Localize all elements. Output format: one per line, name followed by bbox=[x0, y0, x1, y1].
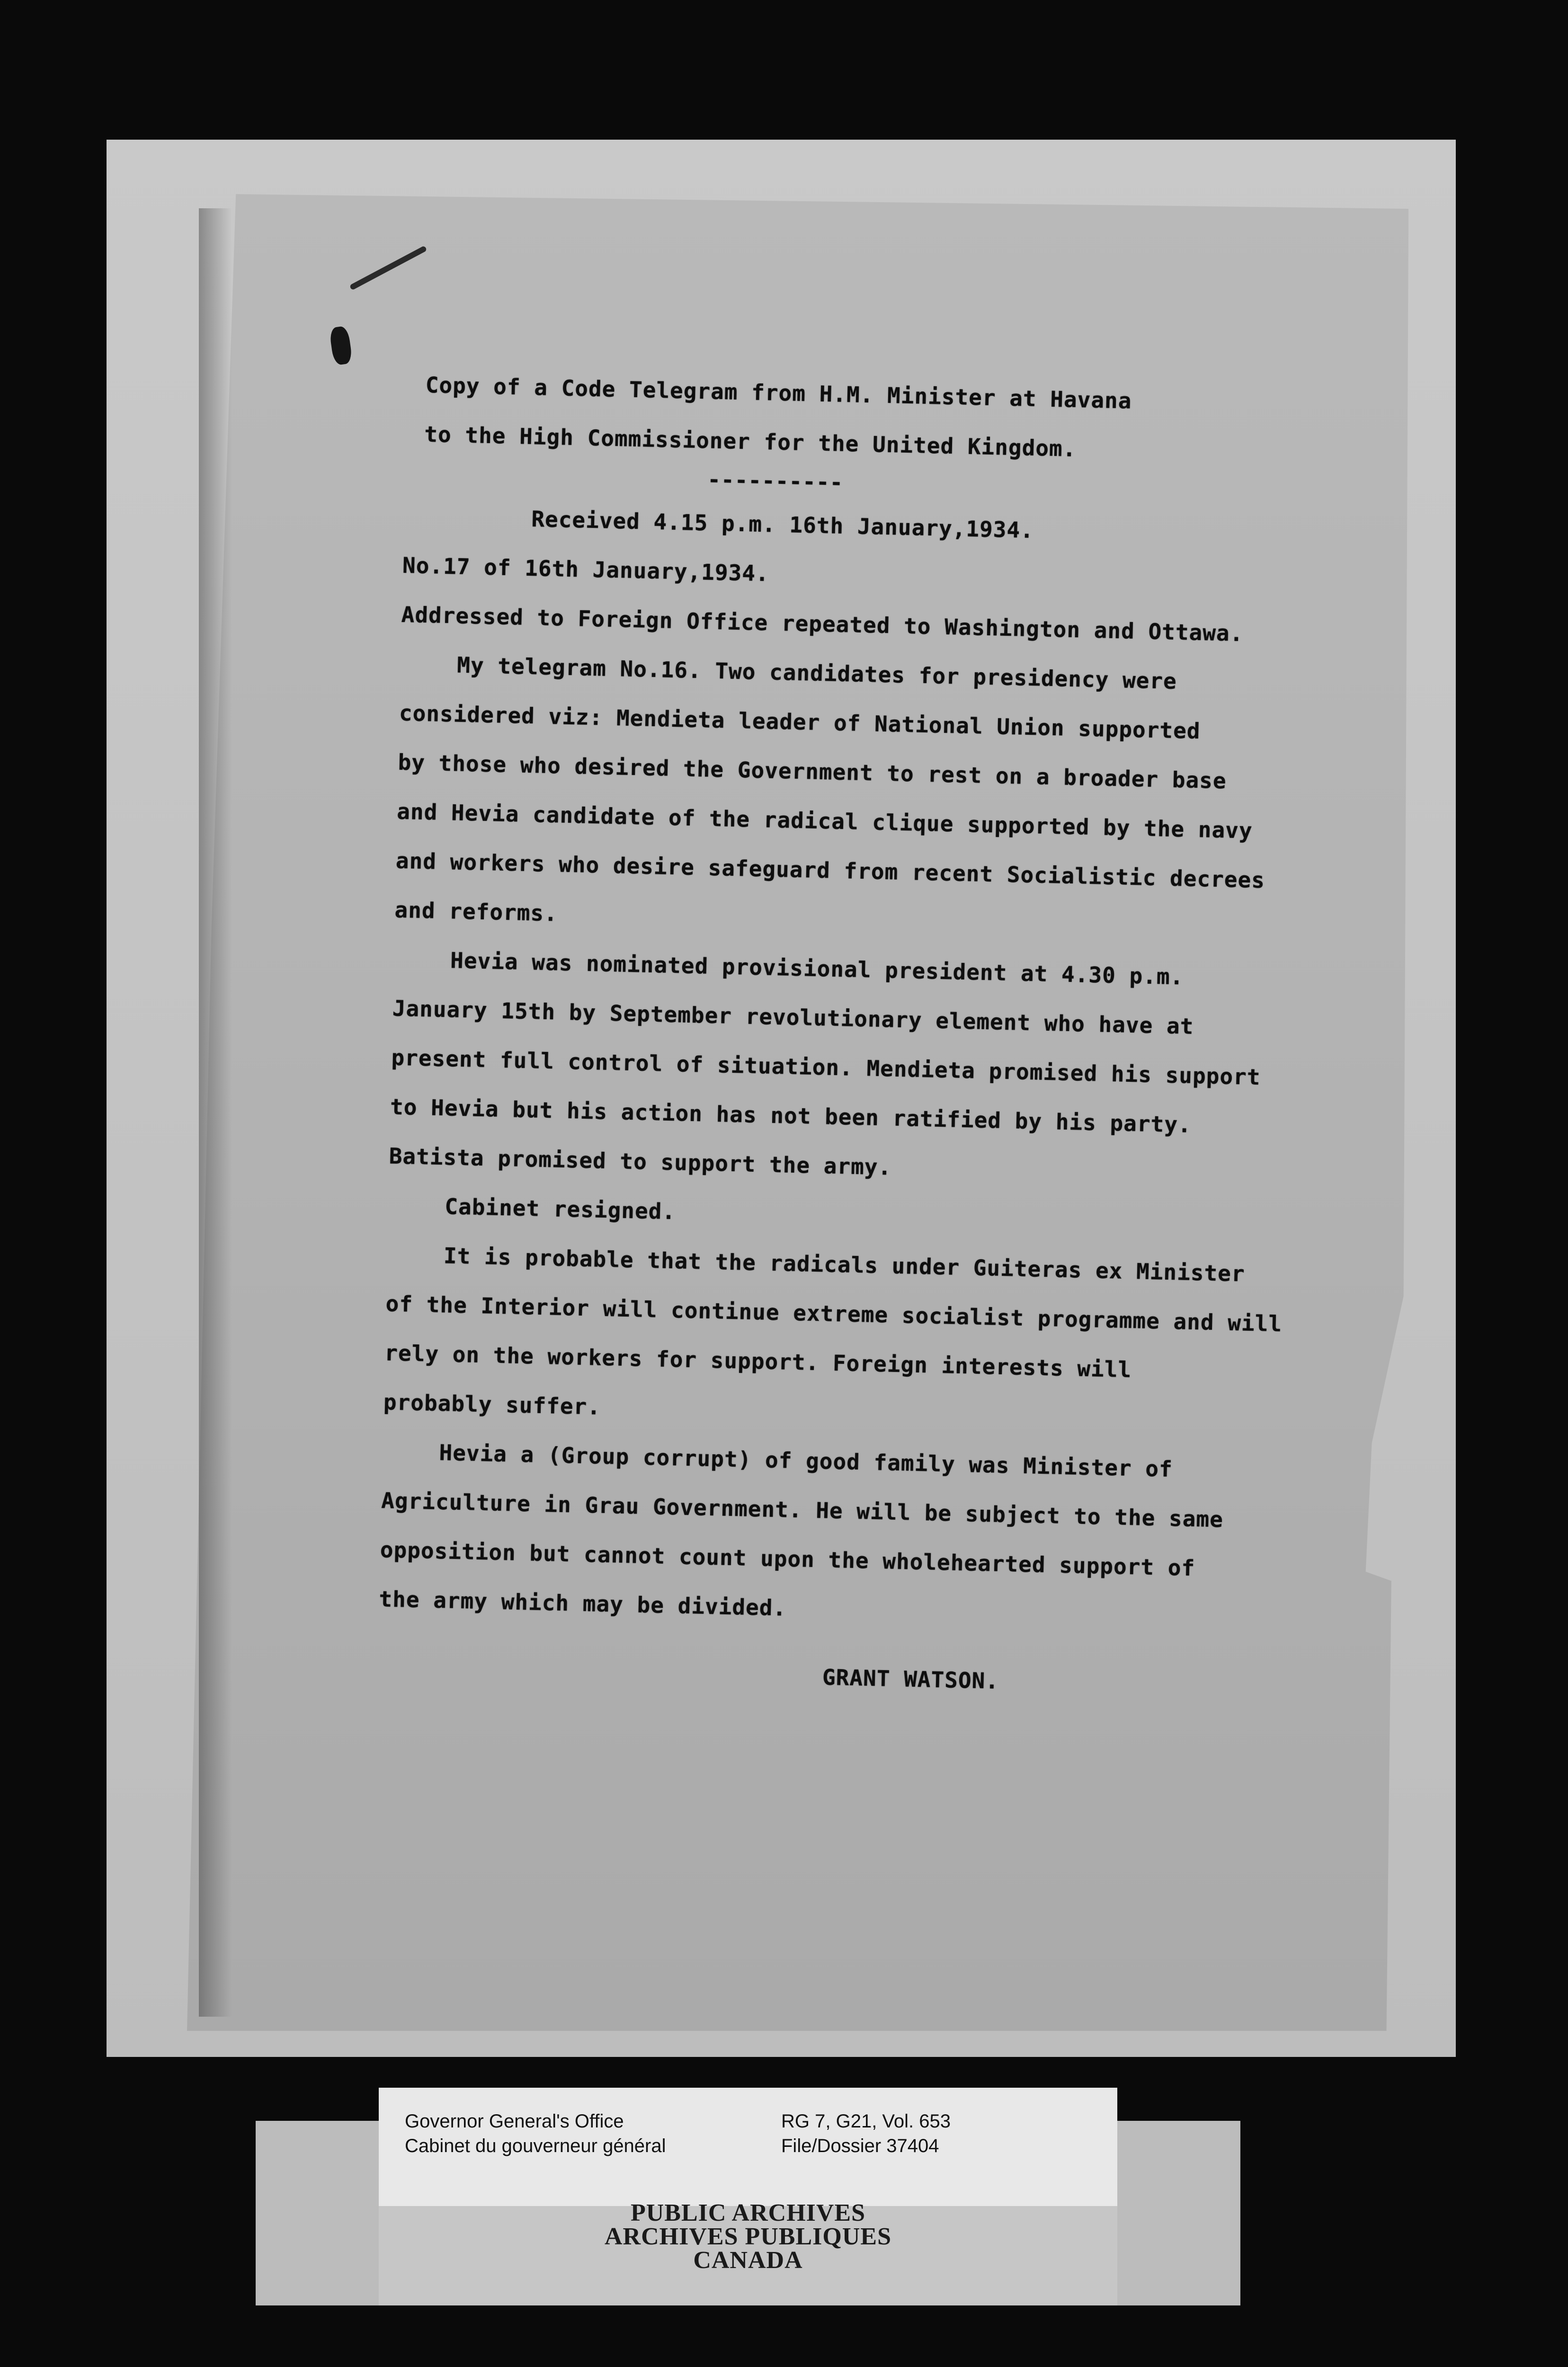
paragraph-2-line-4: to Hevia but his action has not been ratified by his party. bbox=[390, 1094, 1192, 1138]
paragraph-2-line-1: Hevia was nominated provisional president at 4.30 p.m. bbox=[450, 947, 1184, 990]
paragraph-5-line-2: Agriculture in Grau Government. He will be subject to the same bbox=[381, 1487, 1224, 1532]
paragraph-1-line-2: considered viz: Mendieta leader of National Union supported bbox=[399, 700, 1201, 744]
telegram-text bbox=[377, 360, 1363, 1713]
paragraph-4-line-2: of the Interior will continue extreme socialist programme and will bbox=[385, 1290, 1283, 1337]
paragraph-3: Cabinet resigned. bbox=[444, 1193, 676, 1225]
paragraph-1-line-1: My telegram No.16. Two candidates for presidency were bbox=[456, 652, 1177, 694]
paragraph-5-line-1: Hevia a (Group corrupt) of good family was Minister of bbox=[439, 1440, 1173, 1482]
stamp-line-2: ARCHIVES PUBLIQUES bbox=[604, 2223, 892, 2250]
office-name-french: Cabinet du gouverneur général bbox=[405, 2136, 666, 2156]
paragraph-1-line-6: and reforms. bbox=[394, 897, 558, 926]
paragraph-2-line-3: present full control of situation. Mendieta promised his support bbox=[391, 1044, 1261, 1090]
telegram-number: No.17 of 16th January,1934. bbox=[402, 552, 770, 587]
stamp-line-1: PUBLIC ARCHIVES bbox=[630, 2199, 866, 2226]
paragraph-5-line-4: the army which may be divided. bbox=[378, 1586, 787, 1621]
stamp-line-3: CANADA bbox=[693, 2247, 803, 2274]
addressed-line: Addressed to Foreign Office repeated to Washington and Ottawa. bbox=[401, 601, 1244, 647]
paragraph-2-line-2: January 15th by September revolutionary element who have at bbox=[392, 995, 1194, 1040]
archive-label-tab-left bbox=[256, 2121, 379, 2305]
received-line: Received 4.15 p.m. 16th January,1934. bbox=[531, 506, 1034, 543]
paragraph-4-line-3: rely on the workers for support. Foreign interests will bbox=[384, 1340, 1132, 1383]
paragraph-1-line-3: by those who desired the Government to rest on a broader base bbox=[398, 749, 1227, 794]
sheet-shadow-edge bbox=[199, 208, 232, 2017]
heading-separator: ---------- bbox=[707, 466, 844, 495]
paragraph-4-line-4: probably suffer. bbox=[383, 1389, 601, 1420]
paragraph-5-line-3: opposition but cannot count upon the wholehearted support of bbox=[380, 1537, 1195, 1581]
archive-label-tab-right bbox=[1117, 2121, 1240, 2305]
office-name-english: Governor General's Office bbox=[405, 2111, 624, 2132]
paragraph-1-line-4: and Hevia candidate of the radical clique supported by the navy bbox=[396, 798, 1253, 844]
file-reference bbox=[781, 2109, 951, 2158]
public-archives-stamp bbox=[379, 2199, 1117, 2274]
signature: GRANT WATSON. bbox=[822, 1664, 999, 1694]
heading-line-1: Copy of a Code Telegram from H.M. Minister at Havana bbox=[425, 372, 1132, 414]
archive-reference-card bbox=[379, 2088, 1117, 2206]
paragraph-1-line-5: and workers who desire safeguard from recent Socialistic decrees bbox=[395, 847, 1265, 893]
record-group-reference: RG 7, G21, Vol. 653 bbox=[781, 2111, 951, 2132]
paragraph-4-line-1: It is probable that the radicals under Guiteras ex Minister bbox=[443, 1243, 1246, 1287]
file-number: File/Dossier 37404 bbox=[781, 2136, 939, 2156]
heading-line-2: to the High Commissioner for the United Kingdom. bbox=[424, 421, 1077, 462]
paragraph-2-line-5: Batista promised to support the army. bbox=[389, 1143, 892, 1180]
office-names bbox=[405, 2109, 666, 2158]
